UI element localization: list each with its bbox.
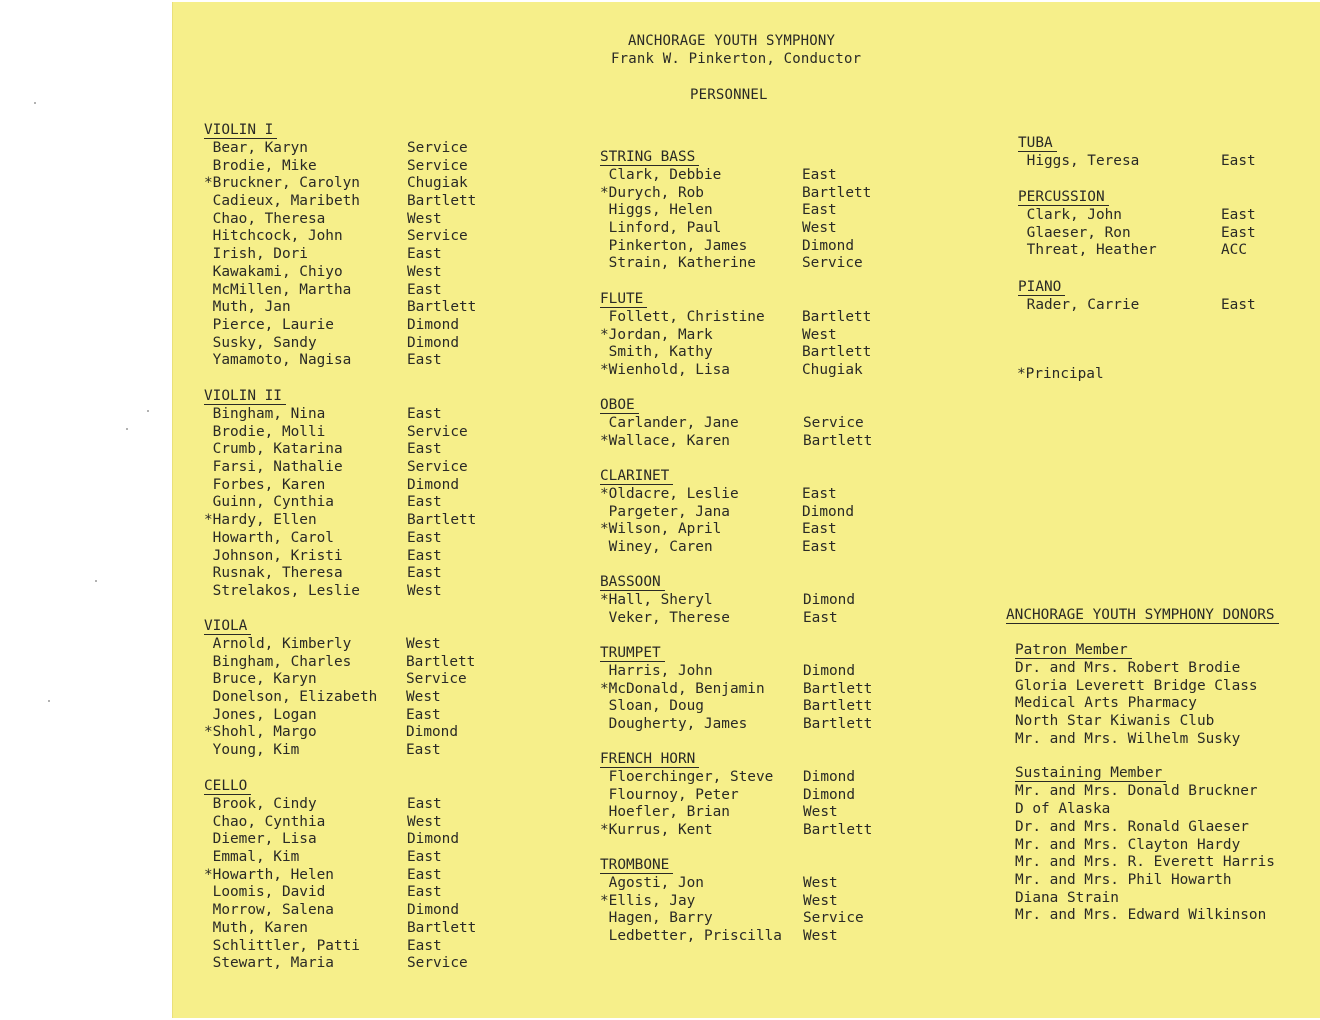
member-name: Forbes, Karen <box>204 476 326 493</box>
member-row <box>204 919 477 938</box>
member-row <box>1018 153 1256 171</box>
member-school: Bartlett <box>407 512 477 529</box>
member-name: Veker, Therese <box>600 609 730 626</box>
member-name: Dougherty, James <box>600 716 748 733</box>
member-school: Service <box>406 671 467 688</box>
member-row <box>600 680 873 699</box>
member-name: Flournoy, Peter <box>600 786 739 803</box>
member-row <box>600 362 863 380</box>
member-row <box>600 521 837 539</box>
member-row <box>204 955 468 973</box>
member-school: Service <box>803 910 864 927</box>
member-row <box>204 866 442 885</box>
section-title: STRING BASS <box>600 149 699 166</box>
member-row <box>204 831 459 849</box>
sustaining-title: Sustaining Member <box>1015 765 1166 782</box>
member-school: East <box>407 406 442 422</box>
donor-name: Mr. and Mrs. Donald Bruckner <box>1015 783 1258 800</box>
member-row <box>1018 297 1256 315</box>
member-name: Muth, Karen <box>204 919 308 936</box>
member-name: Clark, John <box>1018 207 1122 223</box>
member-name: Higgs, Helen <box>600 202 713 219</box>
member-row <box>204 884 442 902</box>
member-school: West <box>803 875 838 891</box>
member-name: *Durych, Rob <box>600 184 704 201</box>
donor-name: North Star Kiwanis Club <box>1015 713 1215 730</box>
member-name: Strelakos, Leslie <box>204 582 360 599</box>
member-name: Harris, John <box>600 663 713 679</box>
member-school: East <box>406 706 441 723</box>
member-row <box>204 742 441 760</box>
member-school: Dimond <box>802 503 854 520</box>
donor-name: Gloria Leverett Bridge Class <box>1015 677 1258 694</box>
member-school: East <box>407 494 442 511</box>
member-name: Clark, Debbie <box>600 167 722 183</box>
member-name: Susky, Sandy <box>204 334 317 351</box>
member-name: *McDonald, Benjamin <box>600 680 765 697</box>
member-school: West <box>406 689 441 706</box>
member-school: East <box>407 849 442 866</box>
member-school: East <box>407 866 442 883</box>
member-name: Ledbetter, Priscilla <box>600 928 782 945</box>
member-row <box>204 796 442 814</box>
section-oboe <box>600 397 873 450</box>
member-school: East <box>1221 224 1256 241</box>
member-school: West <box>407 813 442 830</box>
member-name: Cadieux, Maribeth <box>204 193 360 210</box>
member-name: Chao, Theresa <box>204 210 326 227</box>
member-row <box>600 769 855 787</box>
member-name: Glaeser, Ron <box>1018 224 1131 241</box>
member-name: Smith, Kathy <box>600 344 713 361</box>
donor-name: Mr. and Mrs. Phil Howarth <box>1015 871 1232 888</box>
member-name: Guinn, Cynthia <box>204 494 334 511</box>
donor-name: D of Alaska <box>1015 801 1111 818</box>
member-school: East <box>407 441 442 458</box>
member-row <box>204 813 442 832</box>
member-row <box>600 716 873 734</box>
section-french-horn <box>600 751 873 840</box>
member-name: Loomis, David <box>204 884 326 901</box>
member-name: *Oldacre, Leslie <box>600 486 739 502</box>
section-violin-1 <box>204 122 477 370</box>
donor-name: Diana Strain <box>1015 889 1119 906</box>
member-school: Dimond <box>803 786 855 803</box>
member-school: Dimond <box>803 769 855 785</box>
member-name: Donelson, Elizabeth <box>204 689 378 706</box>
section-percussion <box>1018 189 1256 260</box>
member-row <box>600 892 838 911</box>
section-title: VIOLA <box>204 618 251 635</box>
member-school: East <box>407 547 442 564</box>
member-row <box>600 609 838 628</box>
member-row <box>204 494 442 512</box>
section-title: OBOE <box>600 397 639 414</box>
section-string-bass <box>600 149 872 273</box>
member-name: Jones, Logan <box>204 706 317 723</box>
member-row <box>204 636 441 654</box>
section-piano <box>1018 279 1256 315</box>
member-school: Dimond <box>803 592 855 608</box>
member-school: East <box>407 352 442 369</box>
member-name: *Wienhold, Lisa <box>600 362 730 379</box>
section-flute <box>600 291 872 380</box>
section-bassoon <box>600 574 855 627</box>
member-row <box>204 671 467 689</box>
member-name: McMillen, Martha <box>204 281 352 298</box>
scan-speck <box>147 410 149 412</box>
member-row <box>600 875 838 893</box>
member-name: Stewart, Maria <box>204 955 334 972</box>
member-school: Bartlett <box>407 193 477 210</box>
member-school: East <box>407 937 442 954</box>
member-row <box>600 220 837 238</box>
member-name: Pinkerton, James <box>600 237 748 254</box>
member-name: Diemer, Lisa <box>204 831 317 848</box>
section-title: PIANO <box>1018 279 1065 296</box>
member-name: Bingham, Charles <box>204 653 352 670</box>
member-name: Winey, Caren <box>600 539 713 556</box>
member-school: Bartlett <box>407 299 477 316</box>
member-school: East <box>407 281 442 298</box>
member-school: ACC <box>1221 242 1247 259</box>
member-school: Service <box>407 955 468 972</box>
member-school: Service <box>407 140 468 156</box>
member-school: East <box>802 167 837 183</box>
member-name: Hagen, Barry <box>600 910 713 927</box>
donor-name: Mr. and Mrs. Clayton Hardy <box>1015 836 1241 853</box>
section-title: TROMBONE <box>600 857 673 874</box>
member-row <box>600 432 873 451</box>
member-row <box>204 334 459 353</box>
donor-name: Mr. and Mrs. Wilhelm Susky <box>1015 730 1241 747</box>
member-row <box>600 910 864 928</box>
donors-title: ANCHORAGE YOUTH SYMPHONY DONORS <box>1006 607 1279 624</box>
member-school: East <box>1221 153 1256 169</box>
section-title: BASSOON <box>600 574 665 591</box>
section-title: TUBA <box>1018 135 1057 152</box>
member-name: *Shohl, Margo <box>204 724 317 741</box>
member-school: West <box>802 220 837 237</box>
member-row <box>204 849 442 867</box>
section-cello <box>204 778 477 973</box>
member-school: Dimond <box>406 724 458 741</box>
member-school: Dimond <box>407 902 459 919</box>
member-school: West <box>802 326 837 343</box>
member-row <box>204 140 468 158</box>
member-name: Agosti, Jon <box>600 875 704 891</box>
member-school: East <box>803 609 838 626</box>
member-name: *Wallace, Karen <box>600 432 730 449</box>
member-name: Muth, Jan <box>204 299 291 316</box>
member-row <box>600 663 855 681</box>
scan-speck <box>126 428 128 430</box>
member-row <box>600 928 838 946</box>
member-row <box>204 512 477 530</box>
member-row <box>600 184 872 203</box>
principal-note: *Principal <box>1017 366 1104 382</box>
member-school: Bartlett <box>803 432 873 449</box>
member-row <box>204 653 476 672</box>
member-school: Bartlett <box>407 919 477 936</box>
member-name: Hoefler, Brian <box>600 804 730 821</box>
section-title: CELLO <box>204 778 251 795</box>
member-row <box>600 822 873 840</box>
section-tuba <box>1018 135 1256 171</box>
donor-name: Mr. and Mrs. Edward Wilkinson <box>1015 907 1267 924</box>
patron-title: Patron Member <box>1015 642 1132 659</box>
member-row <box>204 582 442 601</box>
page-title: ANCHORAGE YOUTH SYMPHONY <box>628 33 836 49</box>
member-school: Service <box>407 423 468 440</box>
member-name: Schlittler, Patti <box>204 937 360 954</box>
member-name: *Kurrus, Kent <box>600 822 713 839</box>
member-row <box>204 459 468 477</box>
member-name: Rusnak, Theresa <box>204 565 343 582</box>
member-row <box>600 309 872 327</box>
member-row <box>204 316 459 335</box>
section-trombone <box>600 857 864 946</box>
member-school: Service <box>407 157 468 174</box>
member-row <box>204 724 458 742</box>
member-row <box>204 228 468 246</box>
member-school: West <box>407 582 442 599</box>
member-row <box>600 539 837 557</box>
member-school: East <box>407 529 442 546</box>
member-name: *Jordan, Mark <box>600 326 713 343</box>
member-row <box>204 406 442 424</box>
member-name: *Ellis, Jay <box>600 892 696 909</box>
member-name: *Wilson, April <box>600 521 722 538</box>
member-row <box>600 592 855 610</box>
member-row <box>204 706 441 725</box>
member-name: Bingham, Nina <box>204 406 326 422</box>
member-school: West <box>803 804 838 821</box>
member-school: Service <box>407 228 468 245</box>
section-trumpet <box>600 645 873 734</box>
member-row <box>1018 224 1256 243</box>
patron-list <box>1015 660 1279 748</box>
member-row <box>600 698 873 716</box>
member-name: Arnold, Kimberly <box>204 636 352 652</box>
member-row <box>204 441 442 459</box>
member-name: Rader, Carrie <box>1018 297 1140 313</box>
member-row <box>204 902 459 920</box>
member-row <box>600 255 863 273</box>
member-row <box>600 786 855 805</box>
section-title: TRUMPET <box>600 645 665 662</box>
member-name: Follett, Christine <box>600 309 765 325</box>
member-name: Strain, Katherine <box>600 255 756 272</box>
member-row <box>204 529 442 548</box>
donor-name: Mr. and Mrs. R. Everett Harris <box>1015 854 1275 871</box>
member-name: Carlander, Jane <box>600 415 739 431</box>
member-name: Pargeter, Jana <box>600 503 730 520</box>
donor-name: Dr. and Mrs. Robert Brodie <box>1015 660 1241 676</box>
member-school: East <box>407 246 442 263</box>
member-name: Bruce, Karyn <box>204 671 317 688</box>
member-name: Young, Kim <box>204 742 300 759</box>
section-title: CLARINET <box>600 468 673 485</box>
member-row <box>600 344 872 362</box>
member-name: Emmal, Kim <box>204 849 300 866</box>
member-row <box>600 804 838 822</box>
member-row <box>204 689 441 707</box>
member-row <box>204 157 468 176</box>
member-school: East <box>407 565 442 582</box>
member-school: Bartlett <box>406 653 476 670</box>
member-school: Service <box>802 255 863 272</box>
member-name: Chao, Cynthia <box>204 813 326 830</box>
member-school: East <box>802 486 837 502</box>
member-row <box>204 299 477 317</box>
section-clarinet <box>600 468 854 557</box>
member-school: West <box>407 210 442 227</box>
donor-name: Medical Arts Pharmacy <box>1015 695 1197 712</box>
member-school: East <box>802 521 837 538</box>
scan-speck <box>34 102 36 104</box>
member-row <box>204 937 442 956</box>
member-row <box>204 210 442 229</box>
section-violin-2 <box>204 388 477 601</box>
member-name: Crumb, Katarina <box>204 441 343 458</box>
member-name: Bear, Karyn <box>204 140 308 156</box>
member-row <box>204 193 477 211</box>
member-school: Dimond <box>407 476 459 493</box>
member-name: Johnson, Kristi <box>204 547 343 564</box>
section-title: VIOLIN II <box>204 388 286 405</box>
conductor-line: Frank W. Pinkerton, Conductor <box>611 51 862 67</box>
member-school: Dimond <box>803 663 855 679</box>
member-school: Bartlett <box>802 309 872 325</box>
personnel-heading: PERSONNEL <box>690 87 768 103</box>
member-row <box>600 202 837 220</box>
member-name: Yamamoto, Nagisa <box>204 352 352 369</box>
member-row <box>600 237 854 256</box>
member-school: Service <box>407 459 468 476</box>
member-name: *Howarth, Helen <box>204 866 334 883</box>
section-title: PERCUSSION <box>1018 189 1109 206</box>
member-name: Irish, Dori <box>204 246 308 263</box>
member-school: East <box>1221 207 1256 223</box>
member-name: Linford, Paul <box>600 220 722 237</box>
member-school: Bartlett <box>803 698 873 715</box>
member-row <box>204 246 442 264</box>
member-row <box>204 565 442 583</box>
member-school: East <box>802 539 837 556</box>
donor-name: Dr. and Mrs. Ronald Glaeser <box>1015 818 1249 835</box>
member-row <box>204 263 442 282</box>
member-school: Chugiak <box>407 175 468 192</box>
member-row <box>600 503 854 522</box>
member-name: Howarth, Carol <box>204 529 334 546</box>
member-row <box>204 423 468 442</box>
member-name: Higgs, Teresa <box>1018 153 1140 169</box>
member-row <box>204 547 442 566</box>
member-name: Farsi, Nathalie <box>204 459 343 476</box>
section-title: FRENCH HORN <box>600 751 699 768</box>
member-row <box>1018 207 1256 225</box>
member-row <box>204 175 468 193</box>
section-title: FLUTE <box>600 291 647 308</box>
section-title: VIOLIN I <box>204 122 277 139</box>
member-name: Brodie, Mike <box>204 157 317 174</box>
member-row <box>600 415 864 433</box>
member-school: East <box>407 884 442 901</box>
member-name: Morrow, Salena <box>204 902 334 919</box>
member-name: Floerchinger, Steve <box>600 769 774 785</box>
member-school: East <box>407 796 442 812</box>
member-school: Dimond <box>802 237 854 254</box>
member-row <box>204 476 459 495</box>
member-name: Kawakami, Chiyo <box>204 263 343 280</box>
member-school: East <box>406 742 441 759</box>
member-name: Hitchcock, John <box>204 228 343 245</box>
member-name: *Bruckner, Carolyn <box>204 175 360 192</box>
member-name: Threat, Heather <box>1018 242 1157 259</box>
member-school: West <box>803 928 838 945</box>
member-school: East <box>802 202 837 219</box>
member-school: Dimond <box>407 334 459 351</box>
member-school: Dimond <box>407 316 459 333</box>
member-school: West <box>407 263 442 280</box>
scan-speck <box>95 580 97 582</box>
member-school: Bartlett <box>803 716 873 733</box>
member-row <box>600 326 837 345</box>
section-viola <box>204 618 476 760</box>
member-name: *Hall, Sheryl <box>600 592 713 608</box>
member-school: Chugiak <box>802 362 863 379</box>
sustaining-list <box>1015 783 1279 925</box>
member-row <box>600 167 837 185</box>
member-school: Bartlett <box>803 680 873 697</box>
member-school: Bartlett <box>803 822 873 839</box>
member-row <box>204 281 442 300</box>
member-school: East <box>1221 297 1256 313</box>
member-school: Dimond <box>407 831 459 848</box>
member-name: Pierce, Laurie <box>204 316 334 333</box>
member-name: Brook, Cindy <box>204 796 317 812</box>
member-school: Bartlett <box>802 344 872 361</box>
member-name: Sloan, Doug <box>600 698 704 715</box>
member-school: Bartlett <box>802 184 872 201</box>
member-row <box>204 352 442 370</box>
scan-speck <box>48 700 50 702</box>
member-name: *Hardy, Ellen <box>204 512 317 529</box>
member-school: Service <box>803 415 864 431</box>
member-school: West <box>803 892 838 909</box>
member-row <box>600 486 837 504</box>
member-school: West <box>406 636 441 652</box>
member-name: Brodie, Molli <box>204 423 326 440</box>
donors-block <box>1006 607 1279 925</box>
member-row <box>1018 242 1247 260</box>
